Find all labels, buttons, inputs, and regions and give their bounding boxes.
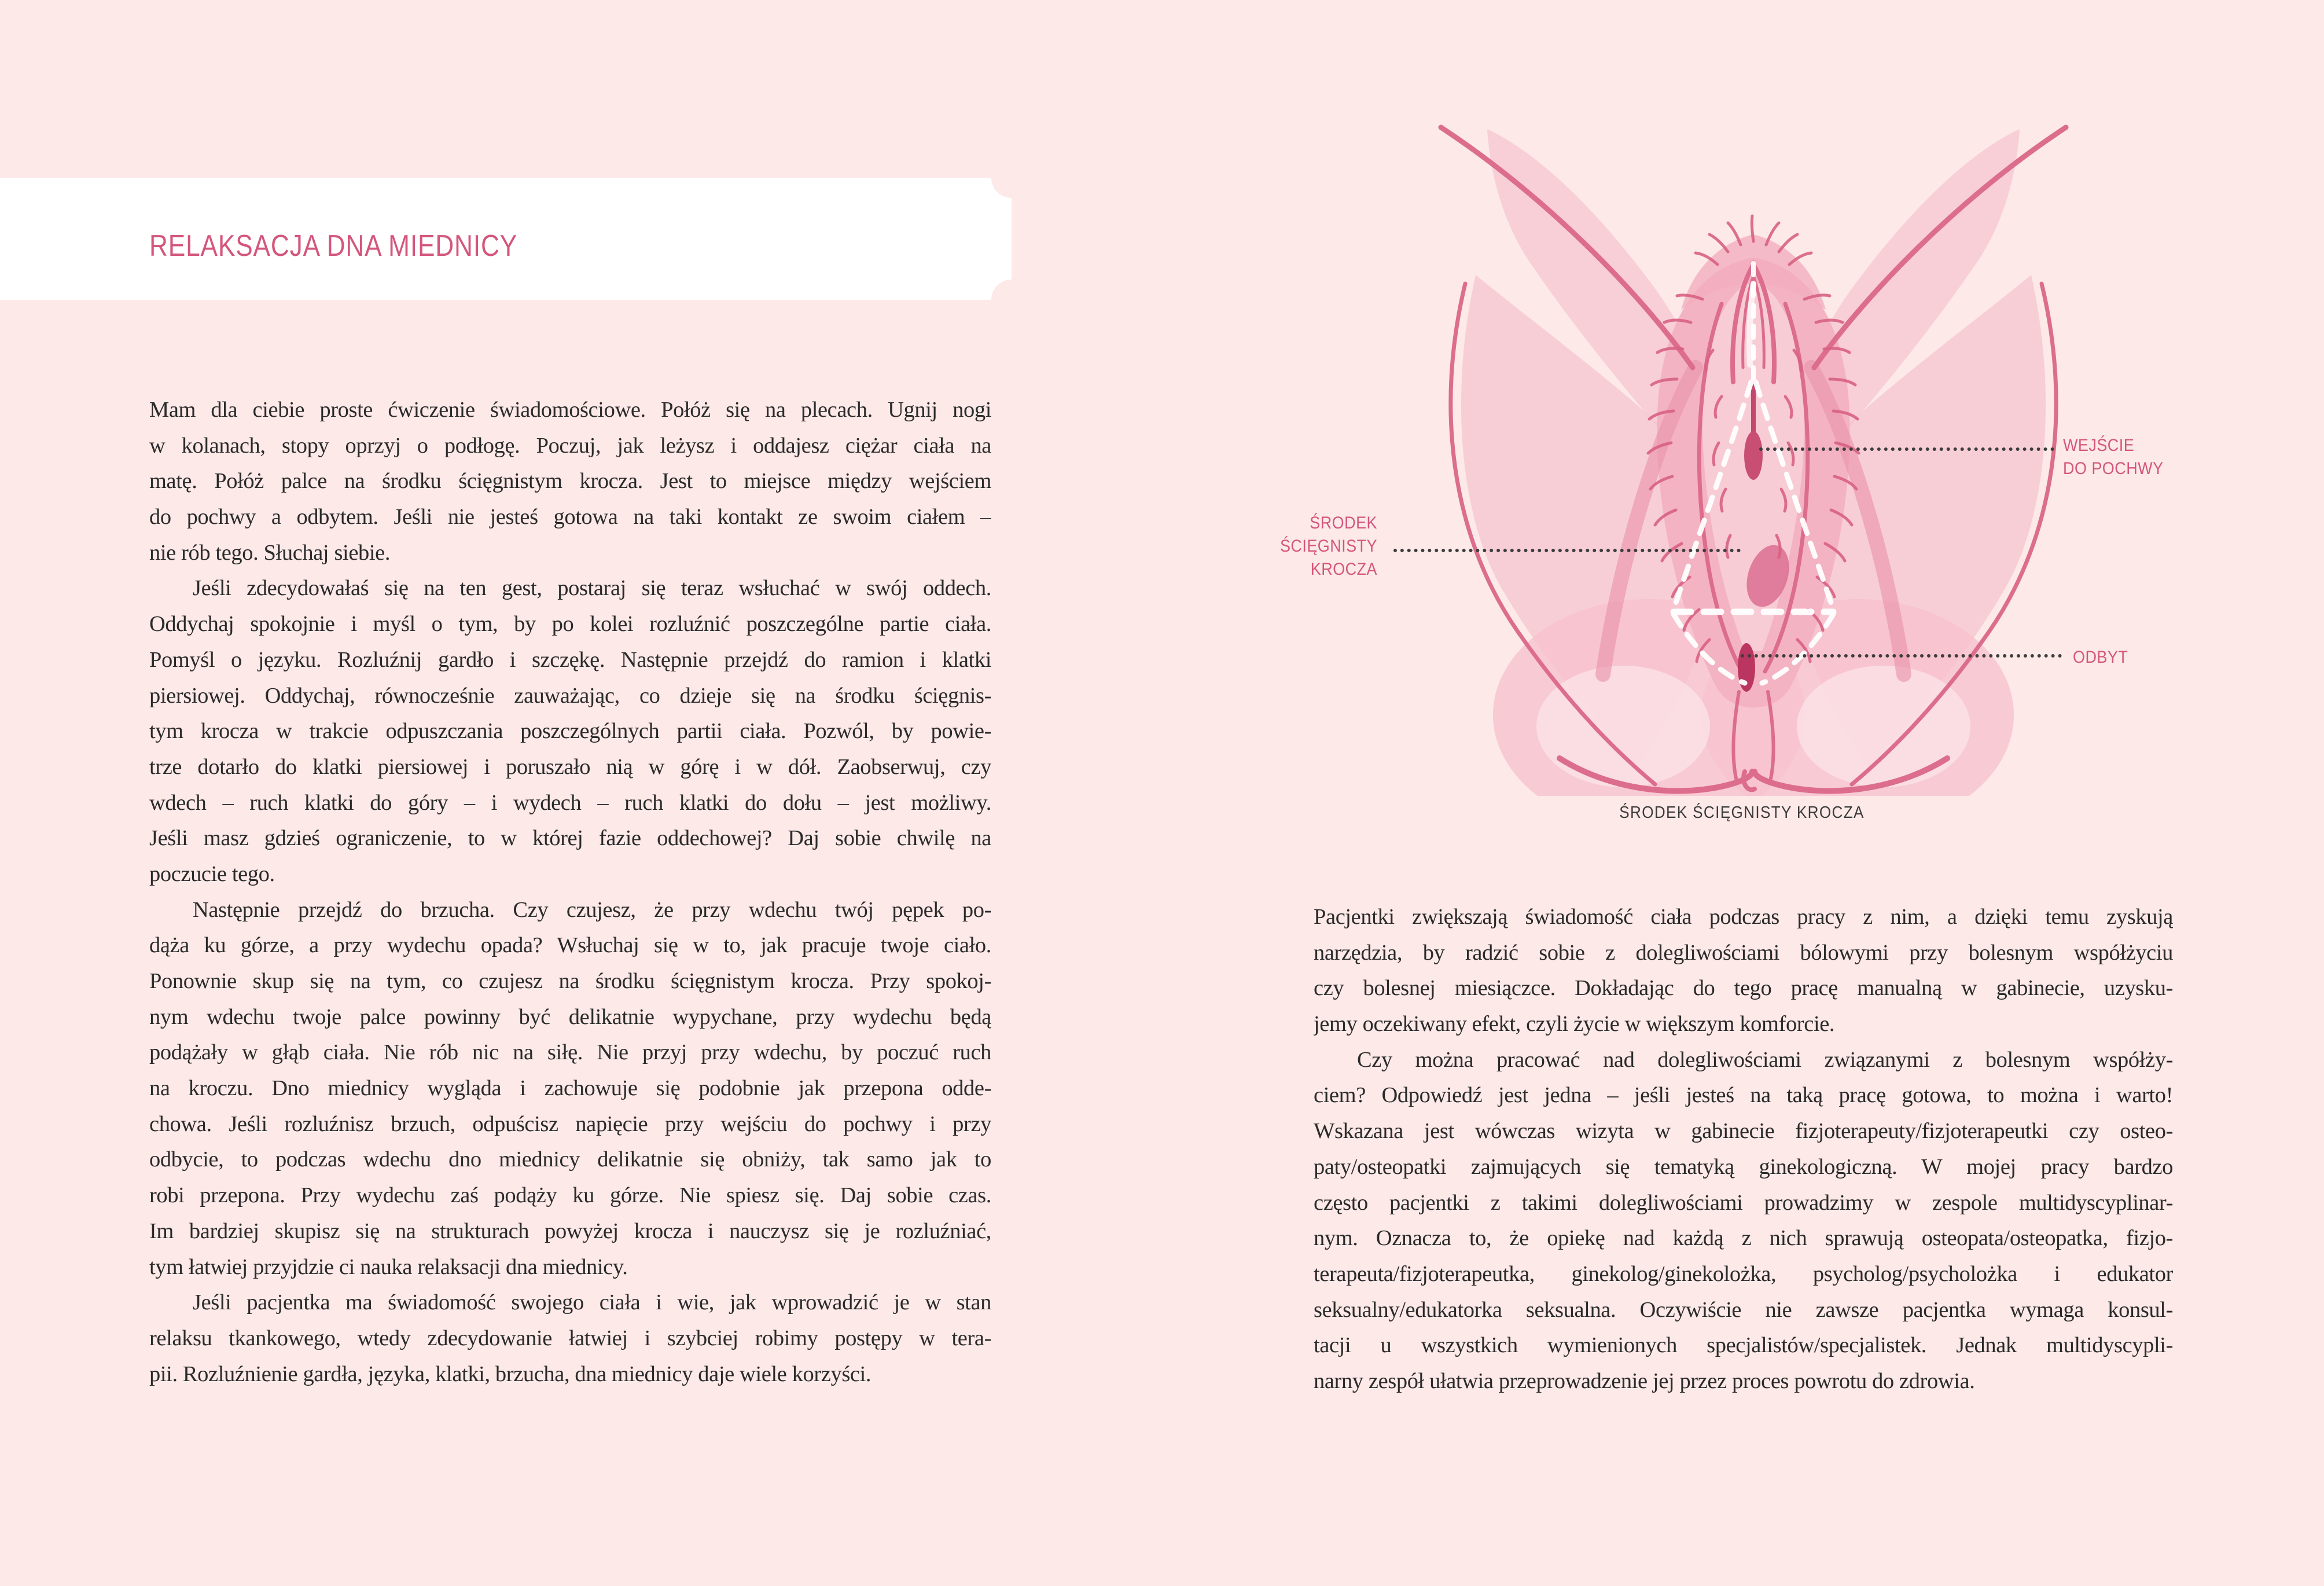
text-line: relaksu tkankowego, wtedy zdecydowanie łatwiej i szybciej robimy postępy w tera- [149,1326,991,1350]
text-line: do pochwy a odbytem. Jeśli nie jesteś gotowa na taki kontakt ze swoim ciałem – [149,505,991,530]
text-line: terapeuta/fizjoterapeutka, ginekolog/ginekolożka, psycholog/psycholożka i edukator [1314,1261,2173,1286]
text-line: pii. Rozluźnienie gardła, języka, klatki, brzucha, dna miednicy daje wiele korzyści. [149,1361,872,1386]
label-line: ŚCIĘGNISTY [1279,537,1377,556]
text-line: w kolanach, stopy oprzyj o podłogę. Poczuj, jak leżysz i oddajesz ciężar ciała na [149,433,991,458]
text-line: Ponownie skup się na tym, co czujesz na środku ścięgnistym krocza. Przy spokoj- [149,969,991,993]
text-line: narny zespół ułatwia przeprowadzenie jej przez proces powrotu do zdrowia. [1314,1368,1975,1393]
vaginal-opening-shape [1744,431,1763,480]
text-line: często pacjentki z takimi dolegliwościami prowadzimy w zespole multidyscyplinar- [1314,1190,2173,1215]
label-anus [2073,646,2128,669]
text-line: poczucie tego. [149,861,275,886]
banner-notch-top [991,178,1012,198]
paragraph [149,1285,991,1392]
text-line: Jeśli zdecydowałaś się na ten gest, postaraj się teraz wsłuchać w swój oddech. [193,576,991,601]
leader-line-anus [1741,654,2062,658]
text-line: Mam dla ciebie proste ćwiczenie świadomościowe. Połóż się na plecach. Ugnij nogi [149,398,991,422]
paragraph [1314,1042,2173,1400]
text-line: Jeśli pacjentka ma świadomość swojego ciała i wie, jak wprowadzić je w stan [193,1290,991,1315]
text-line: tym łatwiej przyjdzie ci nauka relaksacji dna miednicy. [149,1254,628,1279]
label-perineal-center [1242,512,1377,581]
paragraph [1314,900,2173,1042]
text-line: Oddychaj spokojnie i myśl o tym, by po kolei rozluźnić poszczególne partie ciała. [149,612,991,637]
label-line: WEJŚCIE [2063,436,2135,455]
text-line: czy bolesnej miesiączce. Dokładając do tego pracę manualną w gabinecie, uzysku- [1314,976,2173,1001]
paragraph [149,571,991,892]
text-line: trze dotarło do klatki piersiowej i poruszało nią w górę i w dół. Zaobserwuj, czy [149,754,991,779]
text-line: seksualny/edukatorka seksualna. Oczywiście nie zawsze pacjentka wymaga konsul- [1314,1297,2173,1322]
text-line: matę. Połóż palce na środku ścięgnistym krocza. Jest to miejsce między wejściem [149,469,991,494]
right-text-column [1314,900,2173,1400]
text-line: paty/osteopatki zajmujących się tematyką ginekologiczną. W mojej pracy bardzo [1314,1154,2173,1179]
label-vaginal-entrance [2063,434,2164,480]
text-line: narzędzia, by radzić sobie z dolegliwościami bólowymi przy bolesnym współżyciu [1314,940,2173,965]
text-line: wdech – ruch klatki do góry – i wydech – ruch klatki do dołu – jest możliwy. [149,790,991,815]
text-line: robi przepona. Przy wydechu zaś podąży ku górze. Nie spiesz się. Daj sobie czas. [149,1183,991,1208]
text-line: jemy oczekiwany efekt, czyli życie w większym komforcie. [1314,1012,1835,1037]
text-line: dąża ku górze, a przy wydechu opada? Wsłuchaj się w to, jak pracuje twoje ciało. [149,933,991,958]
text-line: odbycie, to podczas wdechu dno miednicy delikatnie się obniży, tak samo jak to [149,1147,991,1172]
page-title: RELAKSACJA DNA MIEDNICY [149,229,518,263]
text-line: Pacjentki zwiększają świadomość ciała podczas pracy z nim, a dzięki temu zyskują [1314,905,2173,929]
label-line: KROCZA [1310,560,1377,579]
header-banner-tab [991,198,1012,280]
text-line: ciem? Odpowiedź jest jedna – jeśli jesteś na taką pracę gotowa, to można i warto! [1314,1083,2173,1108]
text-line: nie rób tego. Słuchaj siebie. [149,540,391,565]
leader-line-vaginal-entrance [1759,447,2054,451]
paragraph [149,893,991,1286]
leader-line-perineal-center [1393,549,1741,552]
label-line: ODBYT [2073,648,2128,667]
text-line: na kroczu. Dno miednicy wygląda i zachowuje się podobnie jak przepona odde- [149,1076,991,1101]
text-line: chowa. Jeśli rozluźnisz brzuch, odpuścisz napięcie przy wejściu do pochwy i przy [149,1111,991,1136]
vulva-anatomy-illustration [1406,119,2101,796]
figure-caption: ŚRODEK ŚCIĘGNISTY KROCZA [1619,803,1865,822]
label-line: ŚRODEK [1310,513,1377,533]
left-text-column [149,392,991,1392]
text-line: Jeśli masz gdzieś ograniczenie, to w której fazie oddechowej? Daj sobie chwilę na [149,826,991,851]
text-line: Pomyśl o języku. Rozluźnij gardło i szczękę. Następnie przejdź do ramion i klatki [149,647,991,672]
text-line: nym wdechu twoje palce powinny być delikatnie wypychane, przy wydechu będą [149,1004,991,1029]
text-line: Im bardziej skupisz się na strukturach powyżej krocza i nauczysz się je rozluźniać, [149,1218,991,1243]
text-line: Czy można pracować nad dolegliwościami związanymi z bolesnym współży- [1357,1047,2173,1072]
banner-notch-bottom [991,280,1012,300]
text-line: tacji u wszystkich wymienionych specjalistów/specjalistek. Jednak multidyscypli- [1314,1333,2173,1358]
text-line: Wskazana jest wówczas wizyta w gabinecie fizjoterapeuty/fizjoterapeutki czy osteo- [1314,1119,2173,1144]
text-line: tym krocza w trakcie odpuszczania poszczególnych partii ciała. Pozwól, by powie- [149,719,991,744]
text-line: piersiowej. Oddychaj, równocześnie zauważając, co dzieje się na środku ścięgnis- [149,683,991,708]
text-line: podążały w głąb ciała. Nie rób nic na siłę. Nie przyj przy wdechu, by poczuć ruch [149,1040,991,1065]
paragraph [149,392,991,571]
text-line: Następnie przejdź do brzucha. Czy czujesz, że przy wdechu twój pępek po- [193,897,991,922]
text-line: nym. Oznacza to, że opiekę nad każdą z nich sprawują osteopata/osteopatka, fizjo- [1314,1226,2173,1251]
label-line: DO POCHWY [2063,459,2164,478]
